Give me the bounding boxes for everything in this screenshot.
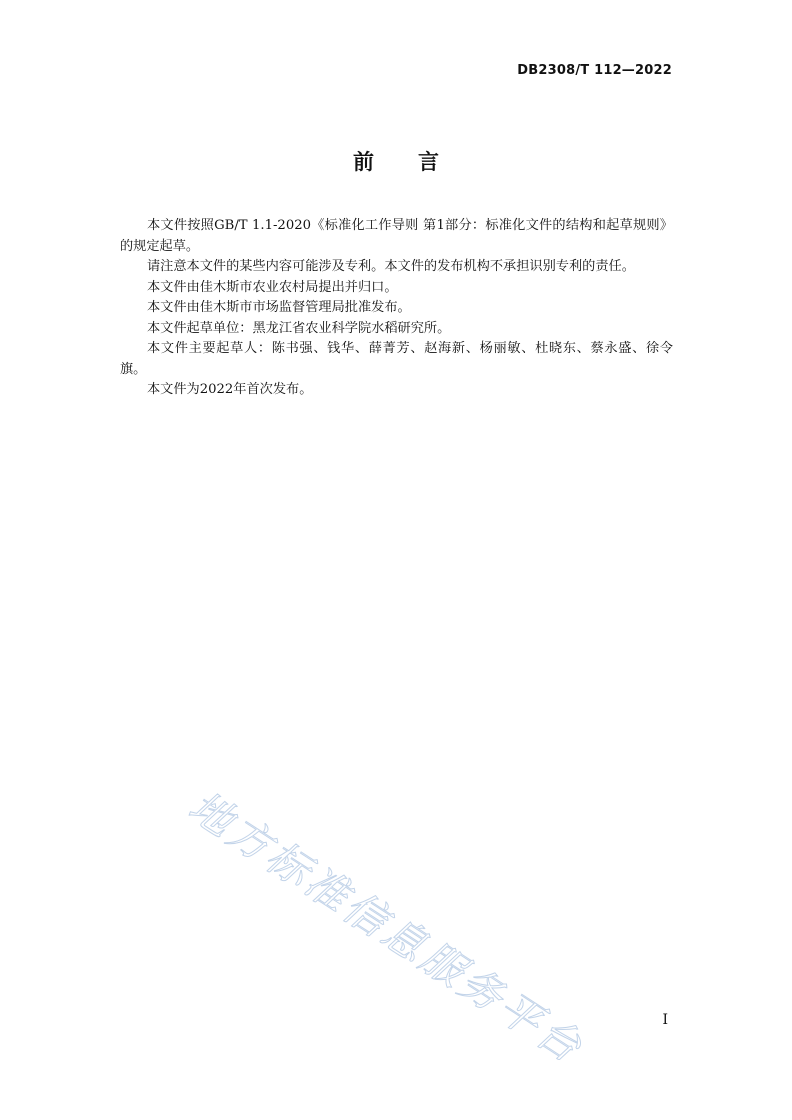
preface-body (120, 216, 673, 401)
paragraph-patent-notice: 请注意本文件的某些内容可能涉及专利。本文件的发布机构不承担识别专利的责任。 (147, 259, 635, 274)
watermark: 地方标准信息服务平台 (180, 781, 593, 1074)
document-code: DB2308/T 112—2022 (517, 63, 672, 78)
paragraph-approver: 本文件由佳木斯市市场监督管理局批准发布。 (147, 300, 411, 315)
paragraph-drafters: 本文件主要起草人：陈书强、钱华、薛菁芳、赵海新、杨丽敏、杜晓东、蔡永盛、徐令旗。 (120, 341, 673, 377)
paragraph-proposer: 本文件由佳木斯市农业农村局提出并归口。 (147, 279, 398, 295)
paragraph-drafting-unit: 本文件起草单位：黑龙江省农业科学院水稻研究所。 (147, 320, 451, 336)
page-number: I (662, 1012, 668, 1028)
page-title: 前言 (353, 150, 483, 174)
paragraph-drafting-rules: 本文件按照GB/T 1.1-2020《标准化工作导则 第1部分：标准化文件的结构和起草规则》的规定起草。 (120, 218, 673, 254)
paragraph-first-release: 本文件为2022年首次发布。 (147, 382, 313, 397)
